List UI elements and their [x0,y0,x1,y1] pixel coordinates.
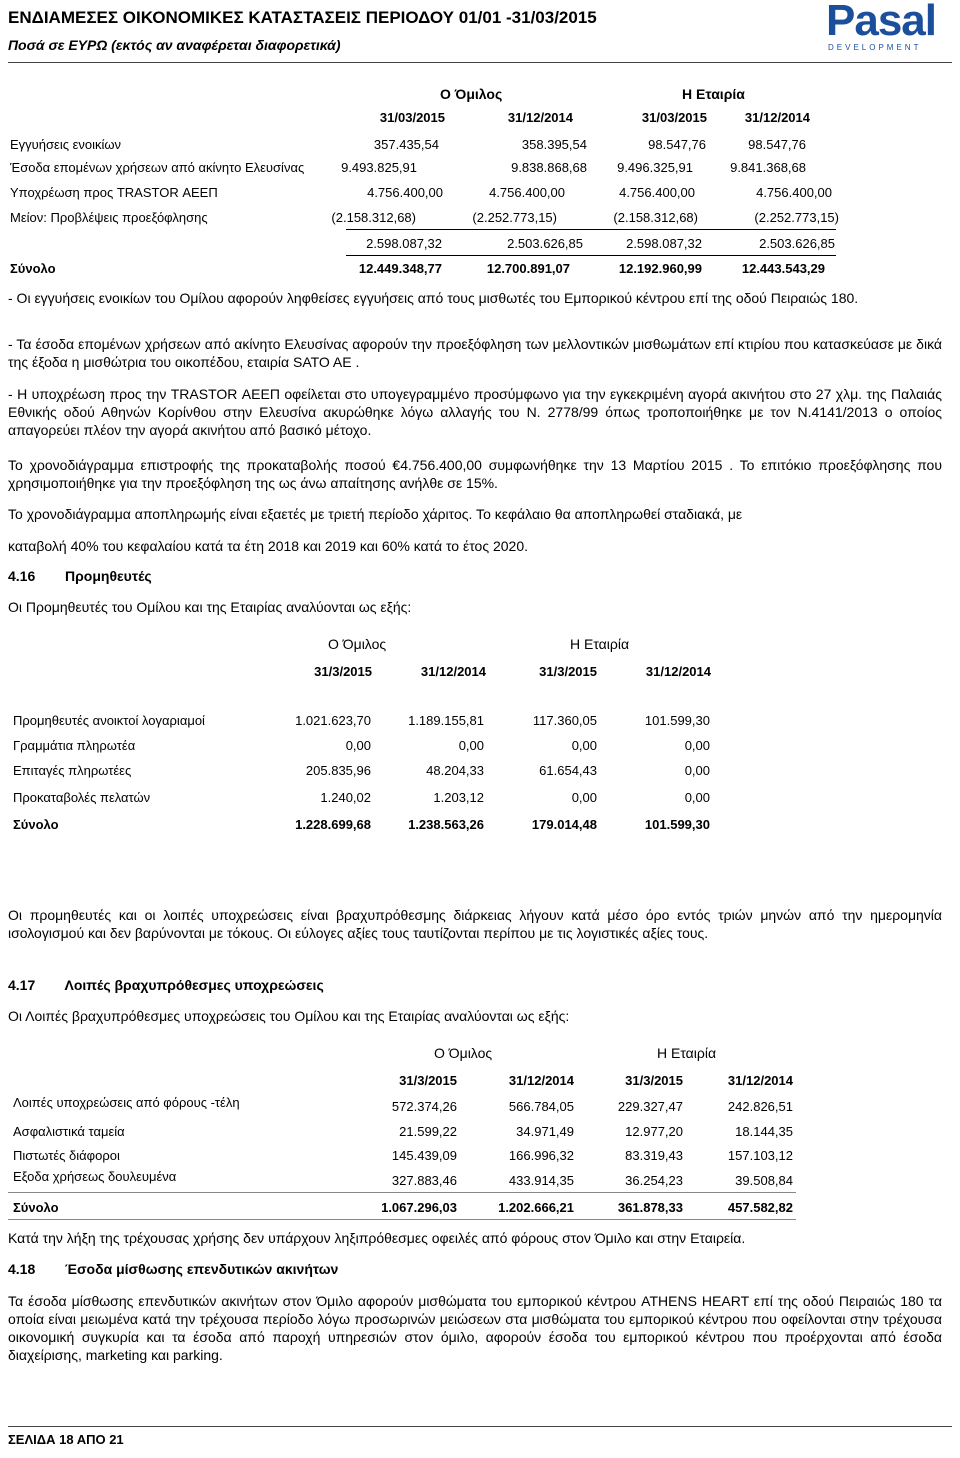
total-rule [346,255,836,256]
cell: 358.395,54 [521,137,587,152]
cell: 572.374,26 [391,1099,457,1114]
date-header: 31/03/2015 [379,110,445,125]
section-heading-suppliers [8,568,152,584]
footer-divider [8,1426,952,1427]
section-title: Λοιπές βραχυπρόθεσμες υποχρεώσεις [64,977,324,993]
cell: 2.598.087,32 [366,236,442,251]
total-label: Σύνολο [10,261,56,276]
row-label: Εξοδα χρήσεως δουλευμένα [13,1169,177,1184]
company-header: Η Εταιρία [657,1045,717,1061]
cell: 2.503.626,85 [759,236,835,251]
cell: 566.784,05 [508,1099,574,1114]
cell: 357.435,54 [373,137,439,152]
rental-income-text: Τα έσοδα μίσθωσης επενδυτικών ακινήτων στον Όμιλο αφορούν μισθώματα του εμπορικού κέντρου ATHENS HEART επί της οδού Πειραιώς 180 τα οποία είναι μειωμένα κατά την τρέχουσα περίοδο λόγω προσωρινών μειώσεων στα μισθώματα του εμπορικού κέντρου που οφείλονται στην τρέχουσα οικονομική συγκυρία και τα έσοδα από παροχή υπηρεσιών στον όμιλο, αφορούν έσοδα του εμπορικού κέντρου που προέρχονται από έσοδα διαχείρισης, marketing και parking. [8,1293,942,1363]
section-title: Προμηθευτές [65,568,152,584]
section-number: 4.18 [8,1261,36,1277]
total-cell: 101.599,30 [644,817,710,832]
cell: 205.835,96 [305,763,371,778]
row-label: Έσοδα επομένων χρήσεων από ακίνητο Ελευσίνας [10,160,305,175]
suppliers-intro: Οι Προμηθευτές του Ομίλου και της Εταιρίας αναλύονται ως εξής: [8,599,412,615]
company-header: Η Εταιρία [682,86,745,102]
cell: (2.158.312,68) [613,210,698,225]
cell: 98.547,76 [748,137,806,152]
total-cell: 361.878,33 [617,1200,683,1215]
cell: 117.360,05 [532,713,597,728]
cell: 145.439,09 [391,1148,457,1163]
total-cell: 12.192.960,99 [618,261,702,276]
cell: 2.598.087,32 [626,236,702,251]
row-label: Προμηθευτές ανοικτοί λογαριαμοί [13,713,205,728]
group-header: Ο Όμιλος [434,1045,493,1061]
cell: 101.599,30 [644,713,710,728]
cell: 9.838.868,68 [511,160,587,175]
note-deposits: - Οι εγγυήσεις ενοικίων του Ομίλου αφορούν ληφθείσες εγγυήσεις από τους μισθωτές του Εμπορικού κέντρου επί της οδού Πειραιώς 180. [8,290,859,306]
bottom-rule [8,1219,796,1220]
cell: 4.756.400,00 [756,185,832,200]
total-cell: 1.067.296,03 [381,1200,457,1215]
tax-note: Κατά την λήξη της τρέχουσας χρήσης δεν υπάρχουν ληξιπρόθεσμες οφειλές από φόρους στον Όμιλο και στην Εταιρεία. [8,1230,746,1246]
total-label: Σύνολο [13,1200,59,1215]
page-number: ΣΕΛΙΔΑ 18 ΑΠΟ 21 [8,1432,124,1447]
note-schedule: Το χρονοδιάγραμμα επιστροφής της προκαταβολής ποσού €4.756.400,00 συμφωνήθηκε την 13 Μαρτίου 2015 . Το επιτόκιο προεξόφλησης που χρησιμοποιήθηκε για την προεξόφληση της ως άνω απαίτησης ανήλθε σε 15%. [8,457,942,491]
cell: 21.599,22 [399,1124,457,1139]
cell: 4.756.400,00 [619,185,695,200]
total-label: Σύνολο [13,817,59,832]
cell: 0,00 [684,738,710,753]
cell: 39.508,84 [735,1173,793,1188]
cell: 0,00 [571,738,597,753]
date-header: 31/3/2015 [314,664,372,679]
cell: 34.971,49 [516,1124,574,1139]
cell: 2.503.626,85 [507,236,583,251]
cell: 166.996,32 [508,1148,574,1163]
section-number: 4.16 [8,568,36,584]
date-header: 31/3/2015 [625,1073,683,1088]
date-header: 31/3/2015 [539,664,597,679]
cell: 1.240,02 [320,790,371,805]
note-repayment-cont: καταβολή 40% του κεφαλαίου κατά τα έτη 2018 και 2019 και 60% κατά το έτος 2020. [8,538,529,554]
cell: (2.158.312,68) [331,210,416,225]
cell: 61.654,43 [539,763,597,778]
row-label: Προκαταβολές πελατών [13,790,151,805]
header-divider [8,62,952,63]
cell: 98.547,76 [648,137,706,152]
section-heading-other-liabilities [8,977,324,993]
row-label: Υποχρέωση προς TRASTOR ΑΕΕΠ [10,185,218,200]
row-label: Λοιπές υποχρεώσεις από φόρους -τέλη [13,1095,240,1110]
note-repayment: Το χρονοδιάγραμμα αποπληρωμής είναι εξαετές με τριετή περίοδο χάριτος. Το κεφάλαιο θα αποπληρωθεί σταδιακά, με [8,506,743,522]
cell: 0,00 [684,790,710,805]
group-header: Ο Όμιλος [440,86,503,102]
cell: 242.826,51 [727,1099,793,1114]
row-label: Γραμμάτια πληρωτέα [13,738,136,753]
cell: 0,00 [458,738,484,753]
cell: 4.756.400,00 [367,185,443,200]
total-cell: 12.700.891,07 [486,261,570,276]
total-cell: 1.202.666,21 [498,1200,574,1215]
cell: 36.254,23 [625,1173,683,1188]
cell: 0,00 [571,790,597,805]
cell: 4.756.400,00 [489,185,565,200]
date-header: 31/3/2015 [399,1073,457,1088]
cell: 9.841.368,68 [730,160,806,175]
row-label: Ασφαλιστικά ταμεία [13,1124,125,1139]
cell: 157.103,12 [727,1148,793,1163]
row-label: Μείον: Προβλέψεις προεξόφλησης [10,210,208,225]
cell: (2.252.773,15) [754,210,839,225]
cell: 48.204,33 [426,763,484,778]
total-cell: 457.582,82 [727,1200,793,1215]
cell: 1.189.155,81 [408,713,484,728]
company-header: Η Εταιρία [570,636,630,652]
cell: 0,00 [684,763,710,778]
cell: 433.914,35 [508,1173,574,1188]
row-label: Εγγυήσεις ενοικίων [10,137,122,152]
cell: 9.493.825,91 [341,160,417,175]
logo-sub: DEVELOPMENT [828,43,922,52]
note-eleusina-income: - Τα έσοδα επομένων χρήσεων από ακίνητο Ελευσίνας αφορούν την προεξόφληση των μελλοντικών μισθωμάτων επί κτιρίου που κατασκεύασε με δικά της έξοδα η μισθώτρια του οικοπέδου, εταιρία SATO AE . [8,336,942,370]
cell: 12.977,20 [625,1124,683,1139]
total-cell: 179.014,48 [531,817,597,832]
section-heading-rental-income [8,1261,338,1277]
cell: 327.883,46 [391,1173,457,1188]
total-cell: 1.238.563,26 [408,817,484,832]
date-header: 31/12/2014 [508,1073,574,1088]
cell: 9.496.325,91 [617,160,693,175]
date-header: 31/12/2014 [727,1073,793,1088]
row-label: Επιταγές πληρωτέες [13,763,132,778]
other-liabilities-intro: Οι Λοιπές βραχυπρόθεσμες υποχρεώσεις του Ομίλου και της Εταιρίας αναλύονται ως εξής: [8,1008,570,1024]
cell: 1.021.623,70 [295,713,371,728]
section-number: 4.17 [8,977,36,993]
total-cell: 1.228.699,68 [295,817,371,832]
subtotal-rule [346,229,836,230]
cell: 83.319,43 [625,1148,683,1163]
date-header: 31/03/2015 [641,110,707,125]
currency-note: Ποσά σε ΕΥΡΩ (εκτός αν αναφέρεται διαφορετικά) [8,37,341,53]
total-rule [8,1192,796,1193]
cell: (2.252.773,15) [472,210,557,225]
note-trastor: - Η υποχρέωση προς την TRASTOR ΑΕΕΠ οφείλεται στο υπογεγραμμένο προσύμφωνο για την εγκεκριμένη αγορά ακινήτου στο 27 χλμ. της Παλαιάς Εθνικής οδού Αθηνών Κορίνθου στην Ελευσίνα ακυρώθηκε λόγω αλλαγής του Ν. 2778/99 όπως τροποποιήθηκε με τον Ν.4141/2013 ο οποίος απαγορεύει πλέον την αγορά ακινήτου από βασικό μέτοχο. [8,386,942,438]
section-title: Έσοδα μίσθωσης επενδυτικών ακινήτων [65,1261,339,1277]
suppliers-note: Οι προμηθευτές και οι λοιπές υποχρεώσεις είναι βραχυπρόθεσμης διάρκειας λήγουν κατά μέσο όρο εντός τριών μηνών από την ημερομηνία ισολογισμού και δεν βαρύνονται με τόκους. Οι εύλογες αξίες τους ταυτίζονται περίπου με τις λογιστικές αξίες τους. [8,907,942,941]
total-cell: 12.443.543,29 [741,261,825,276]
logo-word: Pasal [826,0,936,45]
cell: 0,00 [345,738,371,753]
pasal-logo [808,0,936,60]
cell: 18.144,35 [735,1124,793,1139]
date-header: 31/12/2014 [744,110,810,125]
cell: 1.203,12 [433,790,484,805]
cell: 229.327,47 [617,1099,683,1114]
date-header: 31/12/2014 [645,664,711,679]
total-cell: 12.449.348,77 [358,261,442,276]
group-header: Ο Όμιλος [328,636,387,652]
document-title: ΕΝΔΙΑΜΕΣΕΣ ΟΙΚΟΝΟΜΙΚΕΣ ΚΑΤΑΣΤΑΣΕΙΣ ΠΕΡΙΟΔΟΥ 01/01 -31/03/2015 [8,8,597,27]
date-header: 31/12/2014 [507,110,573,125]
date-header: 31/12/2014 [420,664,486,679]
row-label: Πιστωτές διάφοροι [13,1148,120,1163]
